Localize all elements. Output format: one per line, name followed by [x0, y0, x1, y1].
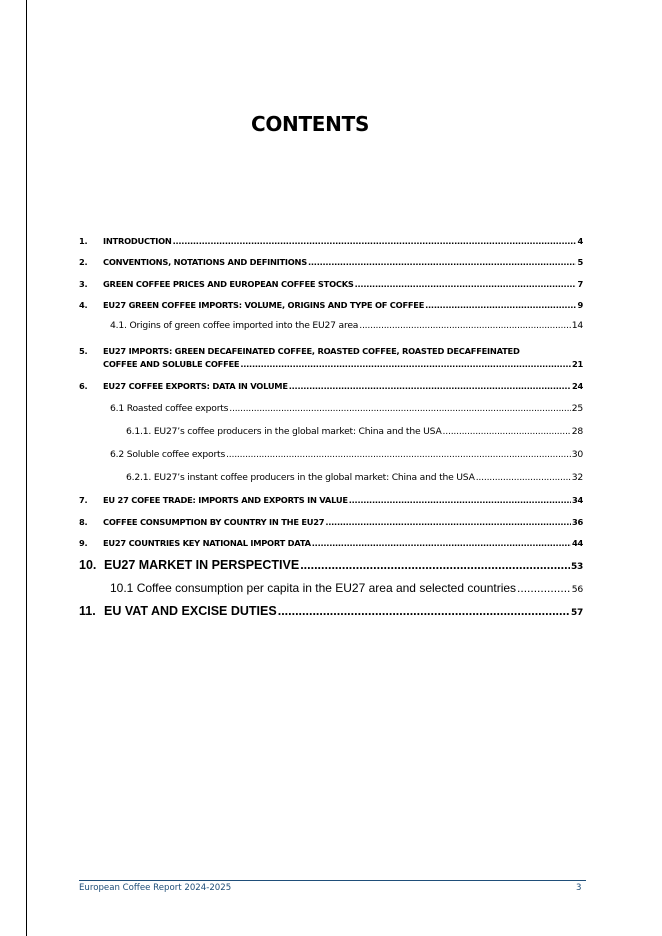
page-title: CONTENTS [250, 112, 370, 136]
dot-leader [240, 359, 571, 369]
toc-page: 9 [577, 300, 583, 310]
toc-page: 30 [571, 449, 583, 460]
toc-page: 56 [571, 584, 583, 595]
toc-label: EU27 COUNTRIES KEY NATIONAL IMPORT DATA [103, 538, 311, 548]
toc-label: 6.2.1. EU27’s instant coffee producers in the global market: China and the USA [126, 472, 475, 483]
toc-page: 4 [577, 236, 583, 246]
toc-label: INTRODUCTION [103, 236, 172, 246]
toc-label: 10.1 Coffee consumption per capita in the EU27 area and selected countries [110, 581, 517, 595]
toc-entry-market-perspective[interactable] [79, 558, 583, 572]
toc-entry-green-coffee-prices[interactable] [79, 279, 583, 289]
toc-entry-introduction[interactable] [79, 236, 583, 246]
toc-label: EU 27 COFEE TRADE: IMPORTS AND EXPORTS IN VALUE [103, 495, 348, 505]
toc-label: GREEN COFFEE PRICES AND EUROPEAN COFFEE STOCKS [103, 279, 354, 289]
toc-label: CONVENTIONS, NOTATIONS AND DEFINITIONS [103, 257, 307, 267]
dot-leader [325, 517, 571, 527]
toc-label: EU27 COFFEE EXPORTS: DATA IN VOLUME [103, 381, 288, 391]
toc-page: 34 [571, 495, 583, 505]
dot-leader [226, 449, 571, 460]
toc-entry-consumption-per-capita[interactable] [110, 581, 583, 595]
dot-leader [289, 381, 571, 391]
toc-entry-roasted-exports[interactable] [110, 403, 583, 414]
toc-entry-conventions[interactable] [79, 257, 583, 267]
footer-report-title: European Coffee Report 2024-2025 [79, 883, 232, 893]
toc-entry-eu27-imports[interactable] [79, 346, 583, 369]
page-left-border [26, 0, 27, 936]
toc-label: 4.1. Origins of green coffee imported into the EU27 area [110, 320, 359, 331]
dot-leader [312, 538, 571, 548]
toc-label-line1: EU27 IMPORTS: GREEN DECAFEINATED COFFEE, ROASTED COFFEE, ROASTED DECAFFEINATED [103, 346, 520, 356]
toc-label: 6.2 Soluble coffee exports [110, 449, 226, 460]
toc-page: 57 [570, 608, 583, 618]
toc-number: 6. [79, 381, 88, 391]
toc-entry-coffee-trade-value[interactable] [79, 495, 583, 505]
dot-leader [517, 581, 571, 595]
toc-page: 5 [577, 257, 583, 267]
toc-number: 7. [79, 495, 88, 505]
dot-leader [355, 279, 577, 289]
toc-label: COFFEE CONSUMPTION BY COUNTRY IN THE EU27 [103, 517, 325, 527]
toc-page: 7 [577, 279, 583, 289]
dot-leader [229, 403, 570, 414]
toc-number: 2. [79, 257, 88, 267]
toc-label: EU27 GREEN COFFEE IMPORTS: VOLUME, ORIGINS AND TYPE OF COFFEE [103, 300, 425, 310]
dot-leader [308, 257, 576, 267]
toc-label: EU27 MARKET IN PERSPECTIVE [104, 558, 300, 572]
dot-leader [476, 472, 571, 483]
toc-page: 24 [571, 381, 583, 391]
toc-entry-coffee-producers-global[interactable] [126, 426, 583, 437]
toc-page: 25 [571, 403, 583, 414]
toc-page: 53 [570, 562, 583, 572]
toc-page: 36 [571, 517, 583, 527]
dot-leader [425, 300, 576, 310]
toc-number: 4. [79, 300, 88, 310]
toc-page: 32 [571, 472, 583, 483]
toc-number: 11. [79, 604, 96, 618]
toc-entry-soluble-exports[interactable] [110, 449, 583, 460]
toc-entry-consumption-by-country[interactable] [79, 517, 583, 527]
dot-leader [359, 320, 570, 331]
toc-label: EU VAT AND EXCISE DUTIES [104, 604, 277, 618]
dot-leader [173, 236, 577, 246]
toc-page: 28 [571, 426, 583, 437]
toc-entry-coffee-exports[interactable] [79, 381, 583, 391]
toc-entry-national-import-data[interactable] [79, 538, 583, 548]
toc-number: 3. [79, 279, 88, 289]
footer-divider [79, 880, 586, 881]
toc-page: 21 [571, 359, 583, 369]
toc-entry-instant-producers-global[interactable] [126, 472, 583, 483]
toc-label: 6.1.1. EU27’s coffee producers in the global market: China and the USA [126, 426, 442, 437]
toc-entry-green-coffee-imports[interactable] [79, 300, 583, 310]
dot-leader [300, 558, 570, 572]
toc-label: 6.1 Roasted coffee exports [110, 403, 229, 414]
toc-entry-origins[interactable] [110, 320, 583, 331]
toc-number: 5. [79, 346, 88, 356]
toc-entry-vat-excise[interactable] [79, 604, 583, 618]
toc-number: 9. [79, 538, 88, 548]
toc-number: 8. [79, 517, 88, 527]
dot-leader [443, 426, 571, 437]
toc-label-line2: COFFEE AND SOLUBLE COFFEE [103, 359, 240, 369]
footer-page-number: 3 [576, 883, 582, 893]
toc-page: 44 [571, 538, 583, 548]
dot-leader [278, 604, 570, 618]
toc-number: 10. [79, 558, 97, 572]
toc-page: 14 [571, 320, 583, 331]
dot-leader [349, 495, 571, 505]
toc-number: 1. [79, 236, 88, 246]
